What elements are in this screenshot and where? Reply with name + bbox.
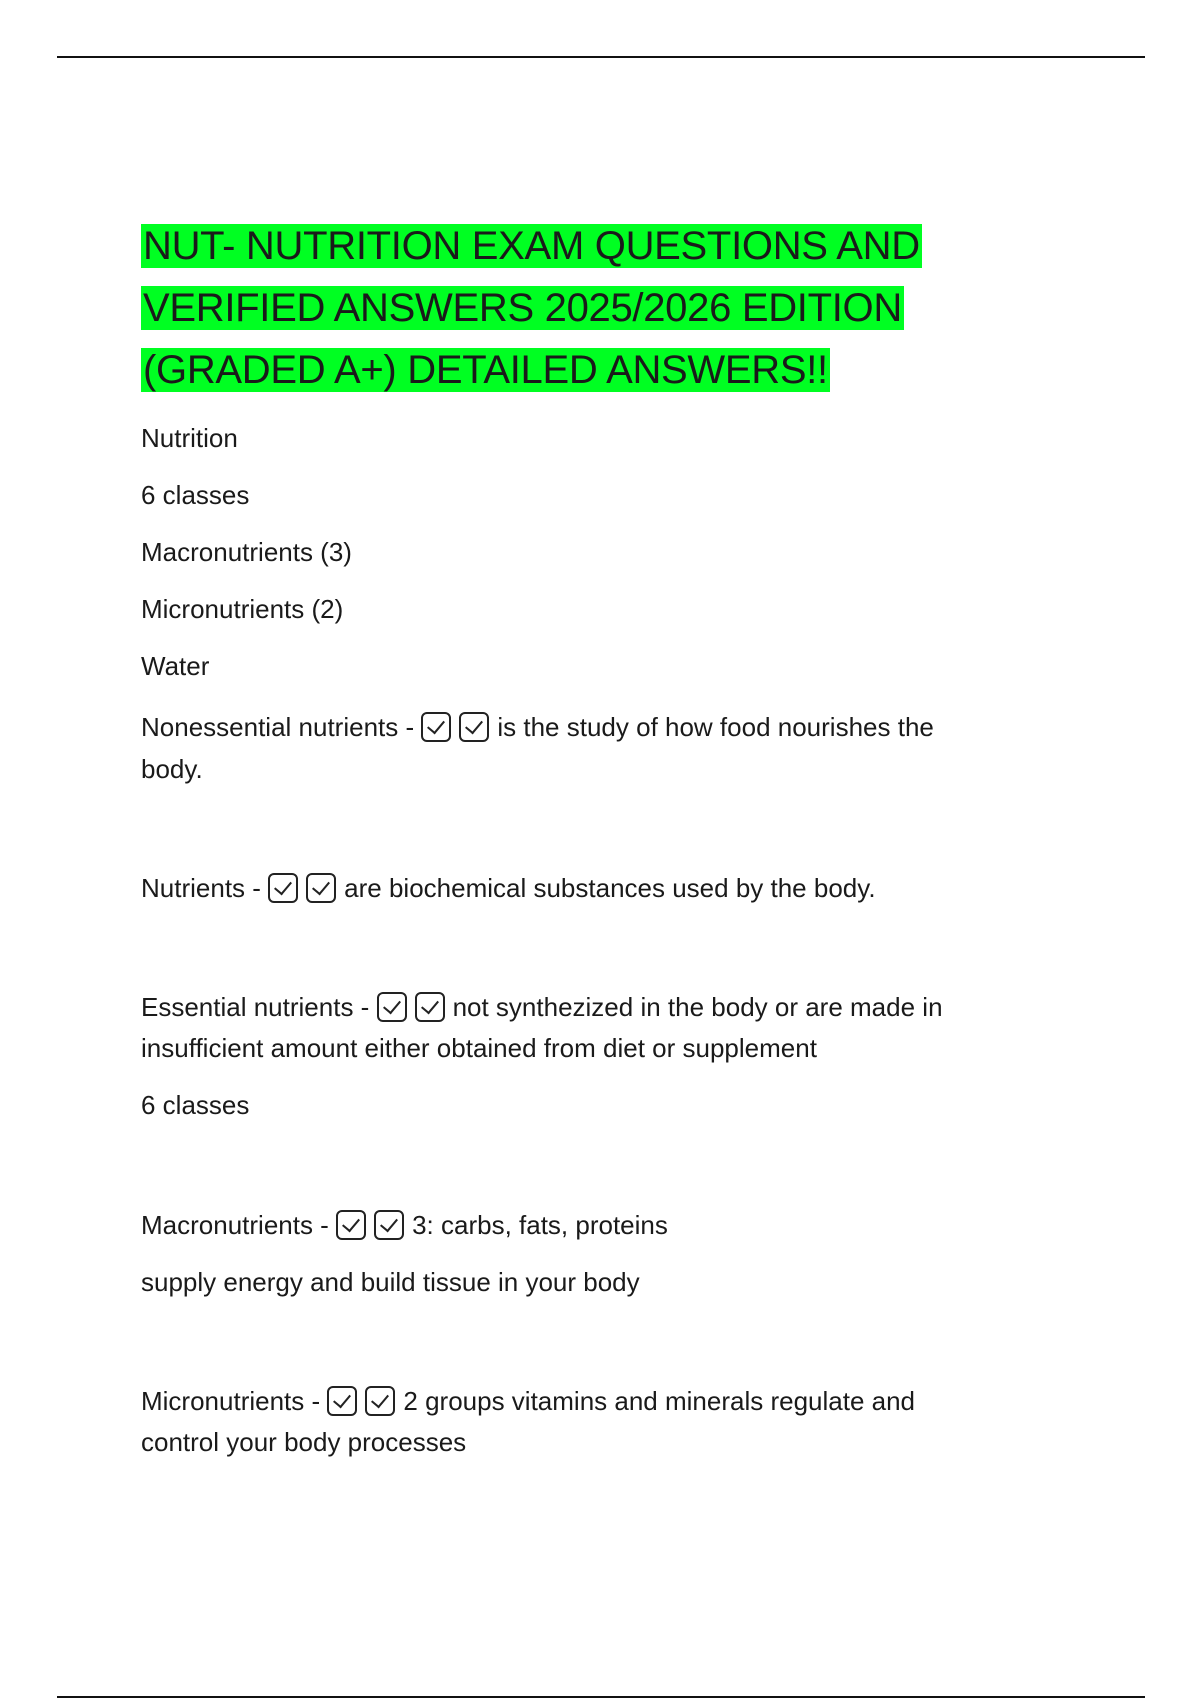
intro-macronutrients: Macronutrients (3): [141, 537, 352, 567]
title-line-3: (GRADED A+) DETAILED ANSWERS!!: [143, 348, 828, 392]
answer-continuation: insufficient amount either obtained from diet or supplement: [141, 1033, 817, 1063]
checkbox-icon: [327, 1386, 357, 1416]
checkbox-icon: [374, 1210, 404, 1240]
bottom-rule: [57, 1696, 1145, 1698]
answer-continuation: 6 classes: [141, 1090, 250, 1120]
intro-six-classes: 6 classes: [141, 480, 250, 510]
term-label: Essential nutrients -: [141, 992, 377, 1022]
answer-text: 3: carbs, fats, proteins: [412, 1210, 668, 1240]
checkbox-icon: [365, 1386, 395, 1416]
term-label: Nonessential nutrients -: [141, 712, 422, 742]
checkbox-icon: [306, 873, 336, 903]
qa-item-nonessential: [141, 706, 1061, 748]
answer-text: are biochemical substances used by the body.: [344, 873, 876, 903]
top-rule: [57, 56, 1145, 58]
document-title: [141, 215, 1061, 401]
title-line-1: NUT- NUTRITION EXAM QUESTIONS AND: [143, 224, 920, 268]
checkbox-icon: [377, 992, 407, 1022]
answer-continuation: control your body processes: [141, 1427, 467, 1457]
qa-item-nutrients: [141, 867, 1061, 909]
title-heading: [141, 215, 1061, 401]
answer-text: not synthezized in the body or are made in: [452, 992, 943, 1022]
checkbox-icon: [336, 1210, 366, 1240]
answer-continuation: body.: [141, 754, 203, 784]
term-label: Nutrients -: [141, 873, 269, 903]
answer-continuation: supply energy and build tissue in your body: [141, 1267, 640, 1297]
term-label: Macronutrients -: [141, 1210, 337, 1240]
intro-water: Water: [141, 651, 210, 681]
intro-micronutrients: Micronutrients (2): [141, 594, 344, 624]
qa-item-essential: [141, 986, 1061, 1028]
answer-text: 2 groups vitamins and minerals regulate and: [403, 1386, 916, 1416]
title-line-2: VERIFIED ANSWERS 2025/2026 EDITION: [143, 286, 902, 330]
answer-text: is the study of how food nourishes the: [497, 712, 934, 742]
qa-item-micronutrients: [141, 1380, 1061, 1422]
checkbox-icon: [268, 873, 298, 903]
checkbox-icon: [459, 712, 489, 742]
checkbox-icon: [421, 712, 451, 742]
intro-nutrition: Nutrition: [141, 423, 238, 453]
term-label: Micronutrients -: [141, 1386, 328, 1416]
checkbox-icon: [415, 992, 445, 1022]
qa-item-macronutrients: [141, 1204, 1061, 1246]
